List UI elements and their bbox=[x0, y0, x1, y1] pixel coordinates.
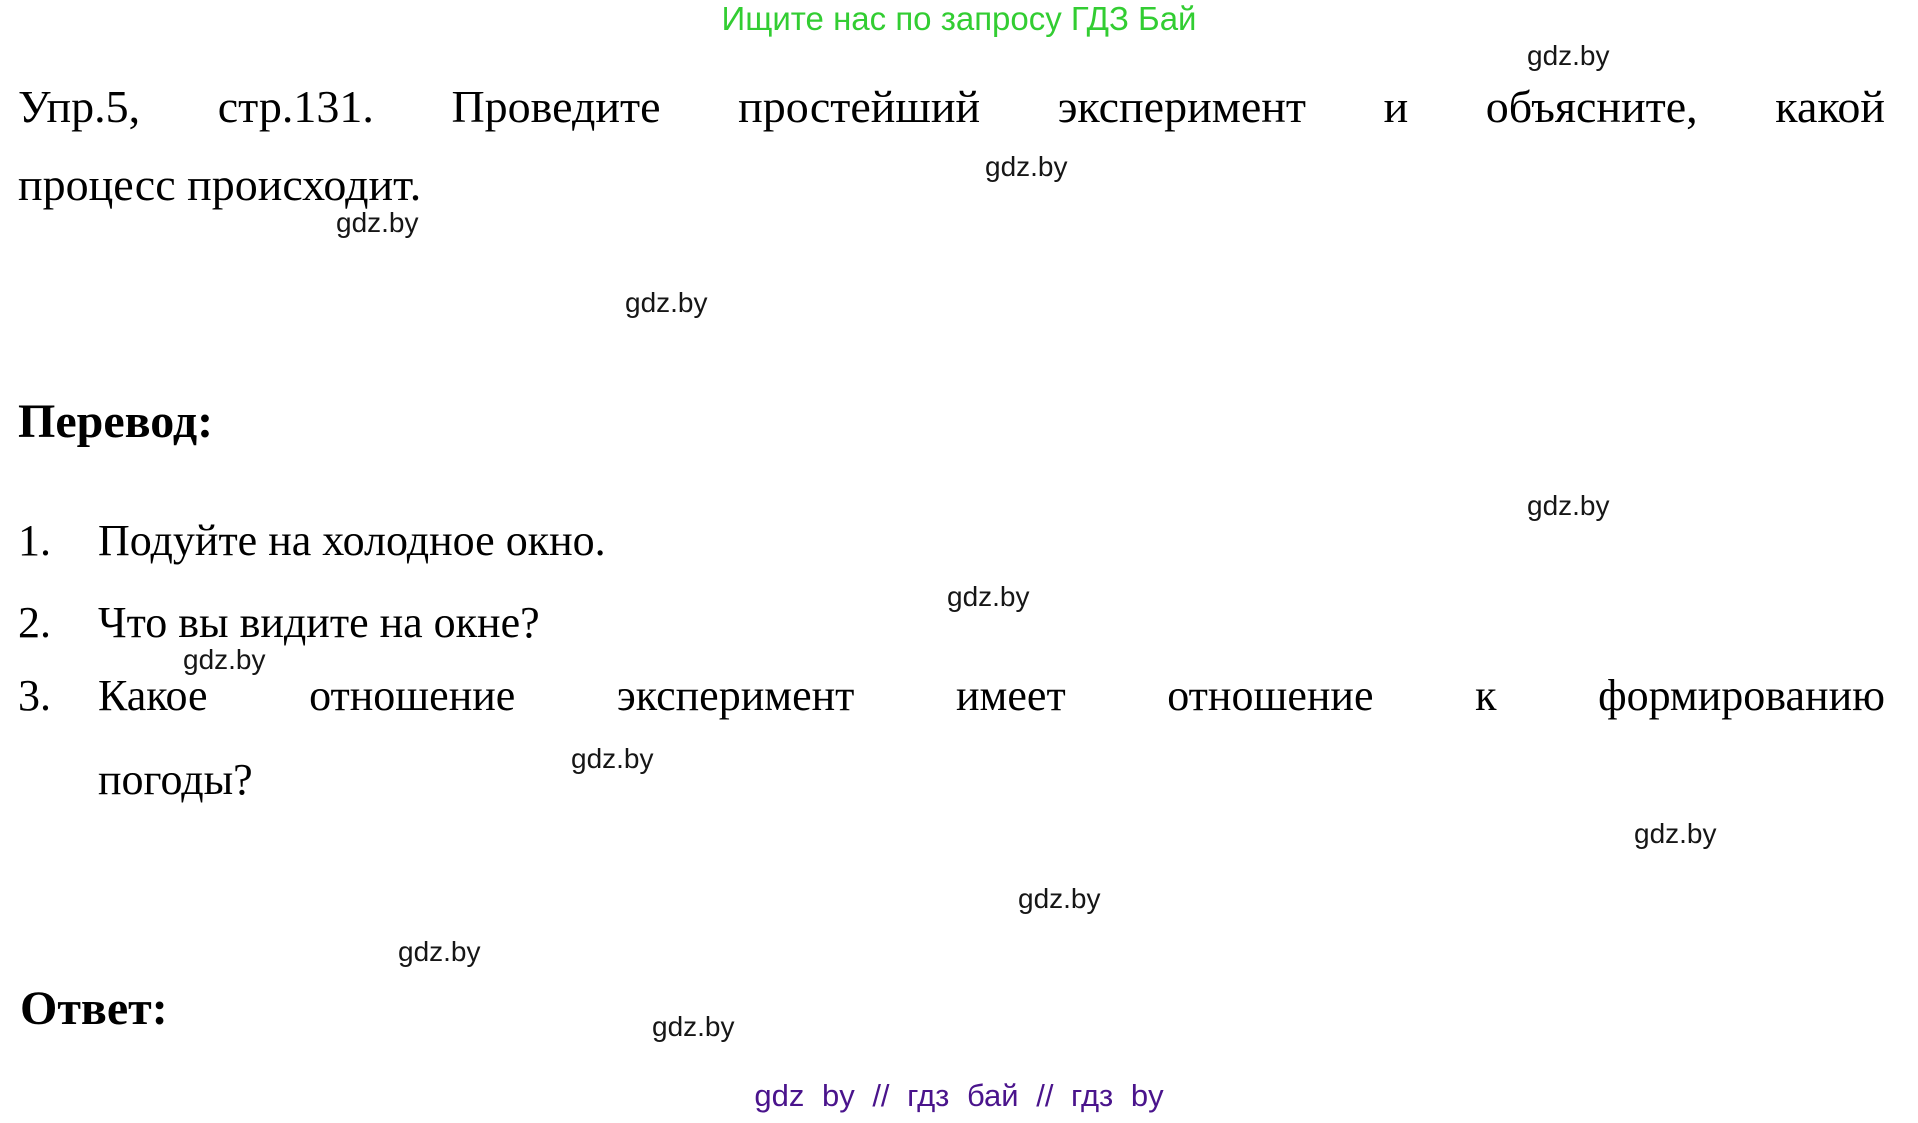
watermark-gdzby: gdz.by bbox=[947, 581, 1030, 612]
watermark-gdzby: gdz.by bbox=[1018, 883, 1101, 914]
watermark-gdzby: gdz.by bbox=[398, 936, 481, 967]
watermark-gdzby: gdz.by bbox=[183, 644, 266, 675]
list-item bbox=[18, 594, 1885, 652]
list-item-number: 1. bbox=[18, 516, 51, 565]
list-item-number: 3. bbox=[18, 671, 51, 720]
task-heading-line1: Упр.5, стр.131. Проведите простейший эксперимент и объясните, какой bbox=[18, 81, 1885, 132]
promo-header-text: Ищите нас по запросу ГДЗ Бай bbox=[721, 0, 1197, 37]
watermark-gdzby: gdz.by bbox=[1527, 40, 1610, 71]
list-item bbox=[18, 512, 1885, 570]
list-item-text-line2: погоды? bbox=[98, 755, 253, 804]
answer-heading: Ответ: bbox=[20, 982, 168, 1035]
translation-heading: Перевод: bbox=[18, 395, 214, 448]
watermark-gdzby: gdz.by bbox=[625, 287, 708, 318]
watermark-gdzby: gdz.by bbox=[985, 151, 1068, 182]
list-item-number: 2. bbox=[18, 598, 51, 647]
watermark-gdzby: gdz.by bbox=[652, 1011, 735, 1042]
footer-brand-text: gdz by // гдз бай // гдз by bbox=[754, 1078, 1164, 1113]
list-item-text bbox=[98, 654, 1885, 822]
list-item-text-line1: Какое отношение эксперимент имеет отношение к формированию bbox=[98, 671, 1885, 720]
list-item-text: Что вы видите на окне? bbox=[98, 598, 540, 647]
list-item-text: Подуйте на холодное окно. bbox=[98, 516, 606, 565]
list-item bbox=[18, 654, 1885, 822]
watermark-gdzby: gdz.by bbox=[1527, 490, 1610, 521]
watermark-gdzby: gdz.by bbox=[336, 207, 419, 238]
task-heading-line2: процесс происходит. bbox=[18, 159, 422, 210]
watermark-gdzby: gdz.by bbox=[571, 743, 654, 774]
watermark-gdzby: gdz.by bbox=[1634, 818, 1717, 849]
